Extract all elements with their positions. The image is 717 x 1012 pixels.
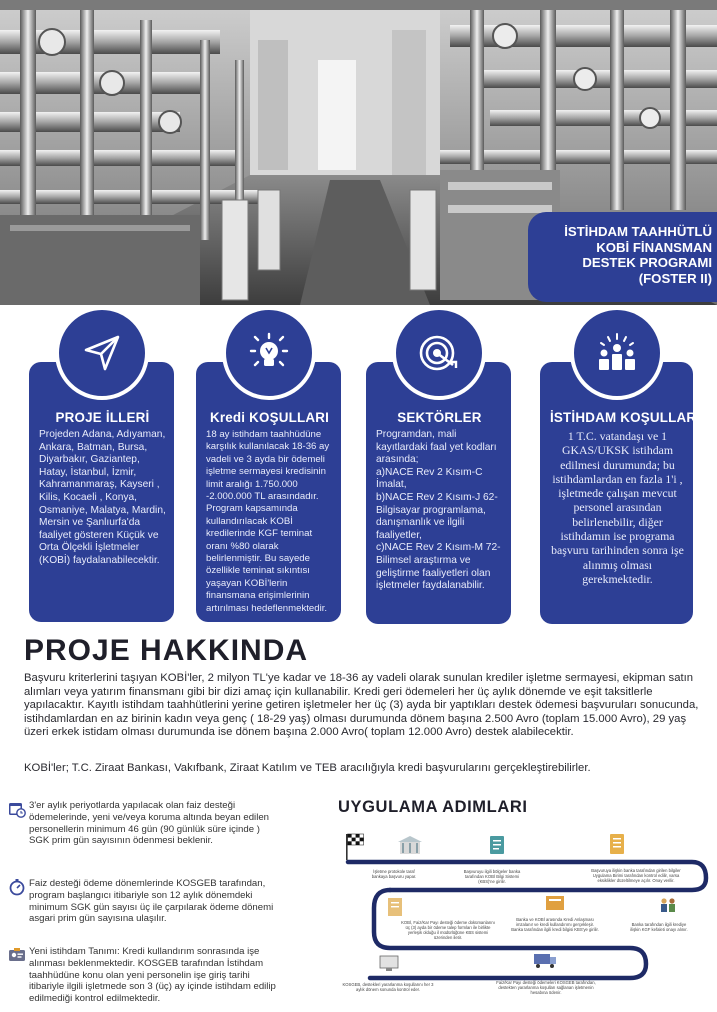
program-title-badge xyxy=(528,212,717,302)
card-istihdam-kosullari xyxy=(540,362,701,624)
title-line-1: İSTİHDAM TAAHHÜTLÜ xyxy=(564,224,712,239)
card-sektorler xyxy=(366,362,511,624)
sector-line: a)NACE Rev 2 Kısım-C İmalat, xyxy=(376,466,483,491)
note-text: 3'er aylık periyotlarda yapılacak olan faiz desteği ödemelerinde, yeni ve/veya koruma altında beyan edilen personellerin minimum 46 gün (90 günlük süre içinde ) SGK prim gün sayısının ödenmesi beklenir. xyxy=(29,800,269,847)
paper-plane-icon xyxy=(55,306,149,400)
computer-icon xyxy=(380,956,398,971)
step-label-8: Faiz/Kar Payı desteği ödemeleri KOSGEB tarafından, destekten yararlanma koşulları sağlanan işletmenin hesabına ödenir. xyxy=(496,980,596,995)
section-title-proje-hakkinda: PROJE HAKKINDA xyxy=(24,634,309,667)
lightbulb-icon xyxy=(222,306,316,400)
card-body: 18 ay istihdam taahhüdüne karşılık kullanılacak 18-36 ay vadeli ve 3 ayda bir ödemeli işletme sermayesi kredisinin limit aralığı 1.750.000 -2.000.000 TL arasındadır. Program kapsamında kullandırılacak KOBİ kredilerinde KGF teminat oranı %80 olarak belirlenmiştir. Bu sayede özellikle teminat sıkıntısı yaşayan KOBİ'lerin finansmana erişimlerinin artırılması hedeflenmektedir. xyxy=(206,429,330,614)
card-body xyxy=(376,429,503,593)
step-label-1: İşletme protokole taraf bankaya başvuru yapar. xyxy=(371,869,417,879)
people-icon xyxy=(661,898,675,912)
steps-title: UYGULAMA ADIMLARI xyxy=(338,798,528,816)
card-body: 1 T.C. vatandaşı ve 1 GKAS/UKSK istihdam edilmesi durumunda; bu istihdamlardan en fazla 1'i , işletmede çalışan mevcut personel arasından belirlenebilir, diğer istihdamın ise programa başvuru tarihinden sonra işe alınmış olması gerekmektedir. xyxy=(551,429,684,586)
note-text: Faiz desteği ödeme dönemlerinde KOSGEB tarafından, program başlangıcı itibariyle son 12 aylık dönemdeki minimum SGK gün sayısı üç ile çarpılarak ödeme dönemi asgari prim gün sayısına ulaşılır. xyxy=(29,878,274,925)
about-paragraph-1: Başvuru kriterlerini taşıyan KOBİ'ler, 2 milyon TL'ye kadar ve 18-36 ay vadeli olarak sunulan krediler işletme sermayesi, ekipman satın alımları veya yatırım finansmanı gibi bir dizi amaç için kullanabilir. Kredi geri ödemeleri her üç aylık dönemde ve eşit taksitlerle yapılacaktır. Kayıtlı istihdam taahhütlerini yerine getiren işletmeler her üç (3) ayda bir yaptıkları destek ödemesi başvuruları sonucunda, istihdamlardan en az birinin kadın veya genç ( 18-29 yaş) olması durumunda dönem başına 2.500 Avro (toplam 15.000 Avro), 29 yaş üzeri erkek istidam olması durumunda ise dönem başına 2.000 Avro( toplam 12.000 Avro) destek alabilecektir. xyxy=(24,672,699,739)
id-card-icon xyxy=(8,946,26,964)
sector-line: c)NACE Rev 2 Kısım-M 72- Bilimsel araştırma ve geliştirme faaliyetleri olan işletmeler faydalanabilir. xyxy=(376,542,501,592)
step-label-5: Banka ve KOBİ arasında Kredi Anlaşması imzalanır ve kredi kullandırımı gerçekleşir. Banka tarafından ilgili kredi bilgisi KBS'ye girilir. xyxy=(511,917,599,932)
card-title: İSTİHDAM KOŞULLARI xyxy=(550,410,701,425)
form-icon xyxy=(388,898,402,916)
hero-photo xyxy=(0,0,717,305)
card-body: Projeden Adana, Adıyaman, Ankara, Batman, Bursa, Diyarbakır, Gaziantep, Hatay, İstanbul, İzmir, Kahramanmaraş, Kayseri , Kilis, Kocaeli , Konya, Osmaniye, Malatya, Mardin, Mersin ve Şanlıurfa'da faaliyet gösteren Küçük ve Orta Ölçekli İşletmeler (KOBİ) faydalanabilecektir. xyxy=(39,429,166,566)
note-kosgeb-odeme xyxy=(8,878,280,925)
handshake-icon xyxy=(546,896,564,910)
step-label-2: Başvuruyu ilgili bölgeler banka tarafından KOBİ Bilgi Sistemi (KBS)'ne girilir. xyxy=(463,869,521,884)
step-label-6: KOBİ, Faiz/Kar Payı desteği ödeme dokümanlarını üç (3) ayda bir ödeme talep formları ile birlikte yerleşik olduğu il müdürlüğüne KBS sistemi üzerinden iletir. xyxy=(401,920,495,940)
calendar-clock-icon xyxy=(8,800,26,818)
title-line-2: KOBİ FİNANSMAN xyxy=(596,239,712,255)
step-label-3: Başvuruya ilişkin banka tarafından girilen bilgiler Uygulama Birimi tarafından kontrol edilir, varsa eksiklikler düzeltilmeye açılır. Onay verilir. xyxy=(591,868,681,883)
note-faiz-destegi xyxy=(8,800,280,847)
step-label-7: KOSGEB, destekleri yararlanma koşullarını her 3 aylık dönem sonunda kontrol eder. xyxy=(342,982,434,992)
document-icon xyxy=(490,836,504,854)
title-line-4: (FOSTER II) xyxy=(638,270,712,286)
step-label-4: Banka tarafından ilgili krediye ilişkin KGF kefaleti onayı alınır. xyxy=(630,922,688,932)
title-line-3: DESTEK PROGRAMI xyxy=(582,255,712,270)
card-title: PROJE İLLERİ xyxy=(55,410,150,425)
truck-icon xyxy=(534,954,556,968)
card-kredi-kosullari xyxy=(196,362,341,622)
sector-line: b)NACE Rev 2 Kısım-J 62- Bilgisayar programlama, danışmanlık ve ilgili faaliyetler, xyxy=(376,491,498,541)
card-title: SEKTÖRLER xyxy=(397,410,482,425)
target-icon xyxy=(392,306,486,400)
stopwatch-icon xyxy=(8,878,26,896)
card-title: Kredi KOŞULLARI xyxy=(209,410,330,425)
about-paragraph-2: KOBİ'ler; T.C. Ziraat Bankası, Vakıfbank, Ziraat Katılım ve TEB aracılığıyla kredi başvurularını gerçekleştirebilirler. xyxy=(24,762,591,774)
checklist-icon xyxy=(610,834,624,854)
people-podium-icon xyxy=(570,306,664,400)
card-proje-illeri xyxy=(29,362,174,622)
note-yeni-istihdam xyxy=(8,946,280,1005)
bank-building-icon xyxy=(398,836,422,854)
sector-line: Programdan, mali kayıtlardaki faal yet kodları arasında; xyxy=(376,429,497,466)
note-text: Yeni istihdam Tanımı: Kredi kullandırım sonrasında işe alınması beklenmektedir. KOSGEB tarafından İstihdam taahhüdüne konu olan yeni personelin işe giriş tarihi itibariyle ilgili işletmede son 3 (üç) ay içinde istihdam edilip edilmediği kontrol edilmektedir. xyxy=(29,946,276,1005)
finish-flag-icon xyxy=(346,834,364,860)
